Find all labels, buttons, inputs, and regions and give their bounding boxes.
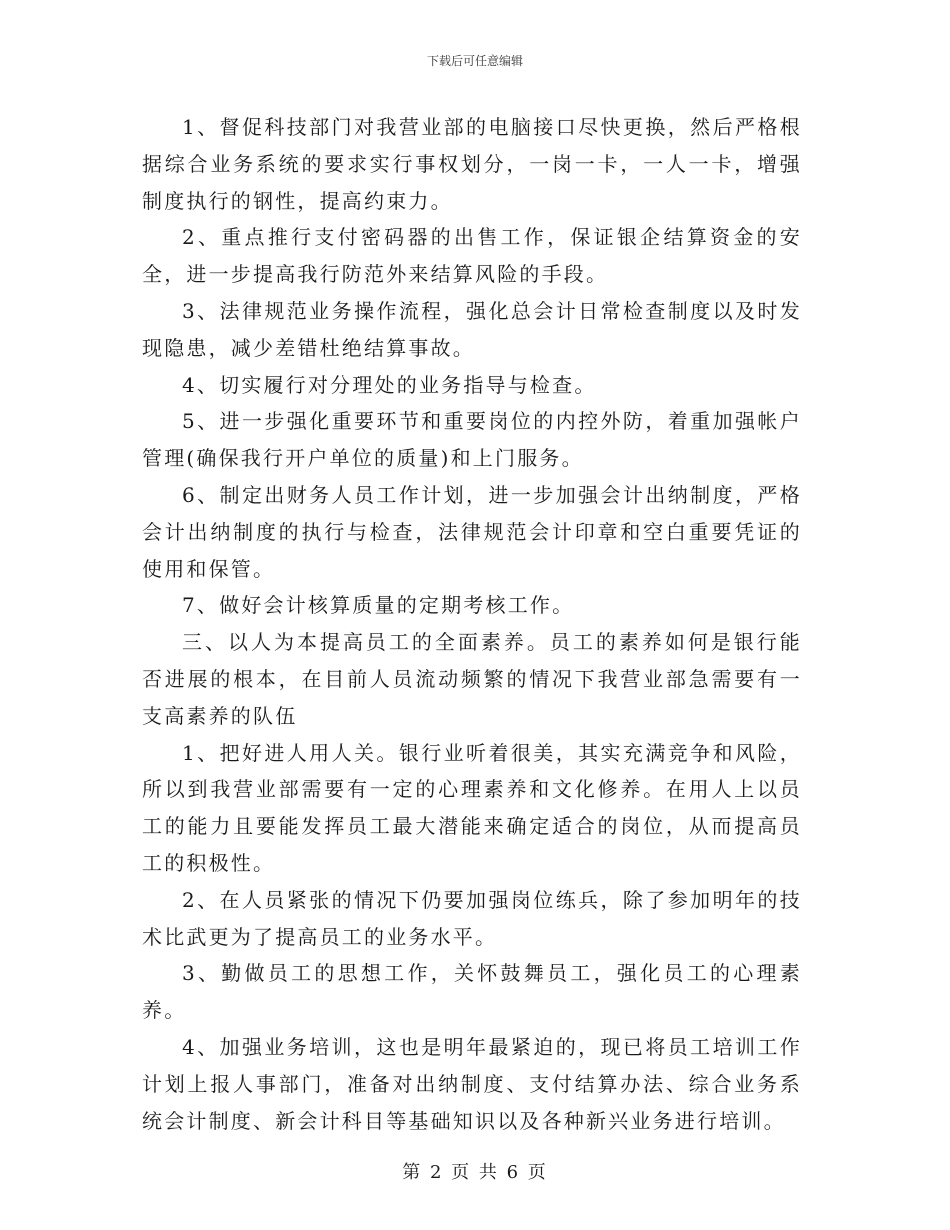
paragraph-9: 2、在人员紧张的情况下仍要加强岗位练兵，除了参加明年的技术比武更为了提高员工的业务水平。 [142, 887, 802, 949]
page-header: 下载后可任意编辑 [426, 54, 523, 68]
document-body [142, 109, 802, 1139]
paragraph-11: 4、加强业务培训，这也是明年最紧迫的，现已将员工培训工作计划上报人事部门，准备对出纳制度、支付结算办法、综合业务系统会计制度、新会计科目等基础知识以及各种新兴业务进行培训。 [142, 1034, 802, 1133]
paragraph-3: 3、法律规范业务操作流程，强化总会计日常检查制度以及时发现隐患，减少差错杜绝结算事故。 [142, 298, 802, 360]
paragraph-8: 1、把好进人用人关。银行业听着很美，其实充满竞争和风险，所以到我营业部需要有一定的心理素养和文化修养。在用人上以员工的能力且要能发挥员工最大潜能来确定适合的岗位，从而提高员工的积极性。 [142, 740, 802, 875]
page-number-footer: 第 2 页 共 6 页 [402, 1162, 548, 1183]
paragraph-1: 1、督促科技部门对我营业部的电脑接口尽快更换，然后严格根据综合业务系统的要求实行事权划分，一岗一卡，一人一卡，增强制度执行的钢性，提高约束力。 [142, 115, 802, 213]
paragraph-10: 3、勤做员工的思想工作，关怀鼓舞员工，强化员工的心理素养。 [142, 961, 802, 1023]
section-heading-paragraph: 三、以人为本提高员工的全面素养。员工的素养如何是银行能否进展的根本，在目前人员流动频繁的情况下我营业部急需要有一支高素养的队伍 [142, 630, 802, 728]
paragraph-2: 2、重点推行支付密码器的出售工作，保证银企结算资金的安全，进一步提高我行防范外来结算风险的手段。 [142, 225, 802, 287]
paragraph-5: 5、进一步强化重要环节和重要岗位的内控外防，着重加强帐户管理(确保我行开户单位的质量)和上门服务。 [142, 409, 802, 471]
paragraph-4: 4、切实履行对分理处的业务指导与检查。 [182, 372, 597, 397]
paragraph-7: 7、做好会计核算质量的定期考核工作。 [182, 593, 575, 618]
paragraph-6: 6、制定出财务人员工作计划，进一步加强会计出纳制度，严格会计出纳制度的执行与检查，法律规范会计印章和空白重要凭证的使用和保管。 [142, 482, 802, 581]
